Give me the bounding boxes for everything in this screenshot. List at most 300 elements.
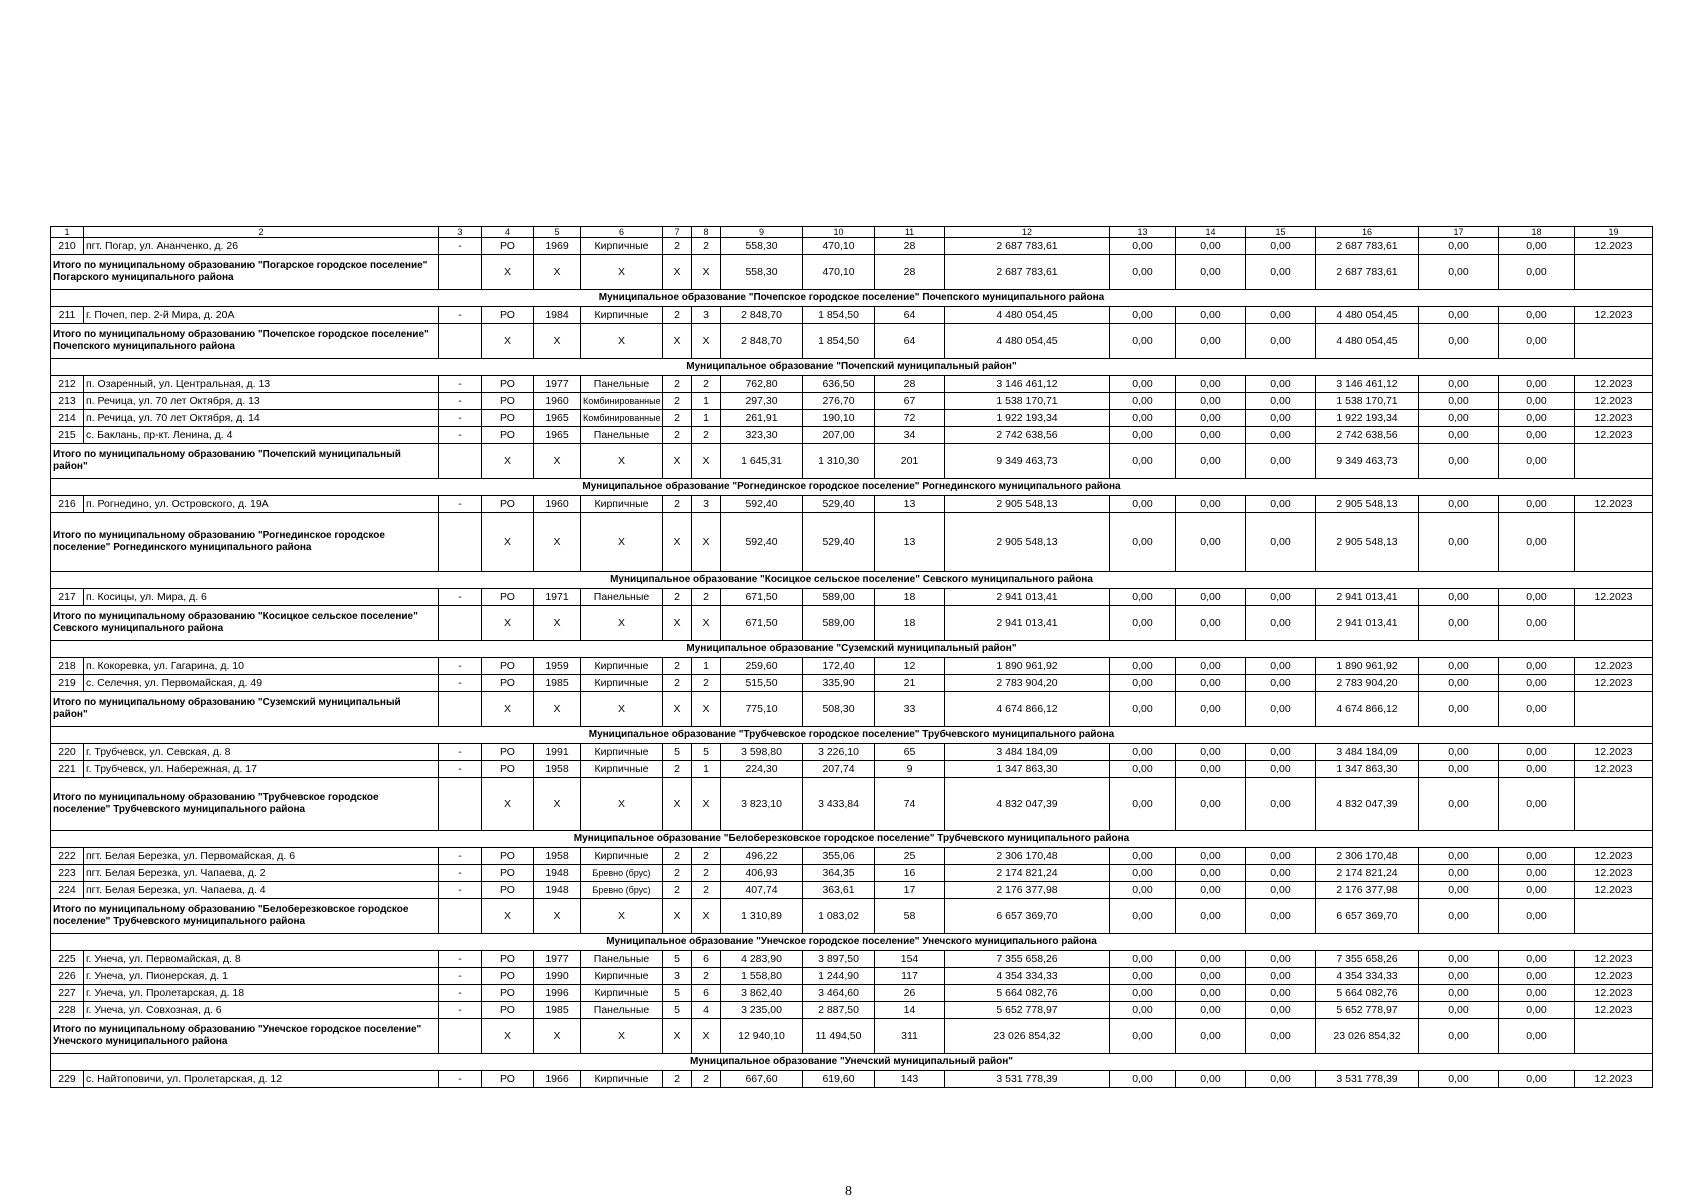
table-cell: 1991 [534, 744, 581, 761]
table-cell: 12.2023 [1575, 744, 1653, 761]
table-cell: - [439, 589, 482, 606]
section-row [51, 641, 1653, 658]
section-title: Муниципальное образование "Косицкое сельское поселение" Севского муниципального района [51, 572, 1653, 589]
total-label: Итого по муниципальному образованию "Белоберезковское городское поселение" Трубчевского муниципального района [51, 899, 439, 934]
table-cell: - [439, 848, 482, 865]
total-cell: 0,00 [1499, 899, 1575, 934]
total-cell: X [663, 778, 692, 831]
table-cell: 1985 [534, 1002, 581, 1019]
table-cell: 5 [663, 744, 692, 761]
table-cell: 0,00 [1176, 376, 1246, 393]
total-cell: 12 940,10 [721, 1019, 803, 1054]
total-cell [439, 513, 482, 572]
table-cell: 2 176 377,98 [945, 882, 1110, 899]
table-cell: 224 [51, 882, 84, 899]
total-cell: 1 310,30 [803, 444, 875, 479]
total-cell: 775,10 [721, 692, 803, 727]
table-cell: - [439, 951, 482, 968]
register-table [50, 226, 1653, 1088]
table-cell: РО [482, 496, 534, 513]
column-number-cell: 7 [663, 227, 692, 238]
table-cell: 214 [51, 410, 84, 427]
table-cell: 0,00 [1246, 1002, 1316, 1019]
total-cell: 2 687 783,61 [1316, 255, 1419, 290]
table-cell: 276,70 [803, 393, 875, 410]
total-cell: 6 657 369,70 [1316, 899, 1419, 934]
section-row [51, 479, 1653, 496]
table-cell: 0,00 [1176, 1071, 1246, 1088]
total-cell: X [692, 324, 721, 359]
table-cell: 0,00 [1499, 968, 1575, 985]
table-cell: 225 [51, 951, 84, 968]
total-cell: 0,00 [1176, 1019, 1246, 1054]
table-cell: 667,60 [721, 1071, 803, 1088]
table-cell: 5 [663, 1002, 692, 1019]
total-cell: 0,00 [1246, 255, 1316, 290]
total-row [51, 324, 1653, 359]
total-cell: 671,50 [721, 606, 803, 641]
table-cell: 0,00 [1176, 589, 1246, 606]
table-cell: 1 [692, 393, 721, 410]
table-row [51, 410, 1653, 427]
table-cell: Кирпичные [581, 496, 663, 513]
table-row [51, 761, 1653, 778]
table-cell: 0,00 [1499, 376, 1575, 393]
table-cell: 154 [875, 951, 945, 968]
address-cell: пгт. Белая Березка, ул. Первомайская, д. 6 [84, 848, 439, 865]
table-cell: Кирпичные [581, 744, 663, 761]
table-cell: 3 862,40 [721, 985, 803, 1002]
table-cell: 0,00 [1176, 307, 1246, 324]
table-cell: 0,00 [1499, 410, 1575, 427]
total-cell: 0,00 [1110, 255, 1176, 290]
address-cell: г. Унеча, ул. Первомайская, д. 8 [84, 951, 439, 968]
table-cell: 0,00 [1246, 744, 1316, 761]
table-cell: 17 [875, 882, 945, 899]
table-cell: 0,00 [1176, 985, 1246, 1002]
column-number-cell: 12 [945, 227, 1110, 238]
table-cell: - [439, 882, 482, 899]
column-number-cell: 18 [1499, 227, 1575, 238]
table-cell: 1958 [534, 761, 581, 778]
table-cell: - [439, 761, 482, 778]
table-cell: 26 [875, 985, 945, 1002]
total-cell [1575, 255, 1653, 290]
table-cell: 210 [51, 238, 84, 255]
table-cell: 213 [51, 393, 84, 410]
table-cell: 2 176 377,98 [1316, 882, 1419, 899]
table-cell: 3 235,00 [721, 1002, 803, 1019]
table-cell: 224,30 [721, 761, 803, 778]
total-cell: 0,00 [1176, 444, 1246, 479]
total-cell: X [663, 606, 692, 641]
total-cell: 0,00 [1110, 1019, 1176, 1054]
table-cell: 0,00 [1110, 675, 1176, 692]
table-cell: 355,06 [803, 848, 875, 865]
table-cell: РО [482, 658, 534, 675]
table-cell: РО [482, 376, 534, 393]
total-cell [1575, 778, 1653, 831]
table-cell: 12.2023 [1575, 951, 1653, 968]
table-cell: 0,00 [1176, 427, 1246, 444]
table-cell: 0,00 [1499, 496, 1575, 513]
total-cell: 470,10 [803, 255, 875, 290]
total-cell: 0,00 [1499, 255, 1575, 290]
table-cell: Панельные [581, 951, 663, 968]
total-cell: 0,00 [1499, 692, 1575, 727]
table-cell: 1 538 170,71 [945, 393, 1110, 410]
total-cell: X [692, 513, 721, 572]
total-cell: 18 [875, 606, 945, 641]
address-cell: п. Речица, ул. 70 лет Октября, д. 14 [84, 410, 439, 427]
table-cell: 558,30 [721, 238, 803, 255]
table-cell: 592,40 [721, 496, 803, 513]
table-cell: 0,00 [1499, 307, 1575, 324]
table-cell: 0,00 [1246, 427, 1316, 444]
total-cell: 23 026 854,32 [1316, 1019, 1419, 1054]
table-cell: 0,00 [1499, 1002, 1575, 1019]
table-cell: 34 [875, 427, 945, 444]
section-title: Муниципальное образование "Почепское городское поселение" Почепского муниципального района [51, 290, 1653, 307]
total-cell: 201 [875, 444, 945, 479]
table-cell: 2 306 170,48 [945, 848, 1110, 865]
table-cell: 16 [875, 865, 945, 882]
total-cell: X [482, 778, 534, 831]
total-cell: X [482, 255, 534, 290]
table-cell: 3 531 778,39 [1316, 1071, 1419, 1088]
total-cell: X [692, 778, 721, 831]
table-cell: 4 [692, 1002, 721, 1019]
table-cell: 1 347 863,30 [1316, 761, 1419, 778]
table-cell: 0,00 [1246, 675, 1316, 692]
table-cell: 5 [663, 951, 692, 968]
table-cell: 1966 [534, 1071, 581, 1088]
total-cell: 529,40 [803, 513, 875, 572]
table-cell: 2 687 783,61 [1316, 238, 1419, 255]
table-cell: Кирпичные [581, 985, 663, 1002]
table-cell: 0,00 [1246, 761, 1316, 778]
total-cell: 0,00 [1110, 899, 1176, 934]
table-cell: 2 [663, 589, 692, 606]
table-cell: 12.2023 [1575, 376, 1653, 393]
table-cell: 72 [875, 410, 945, 427]
table-cell: 7 355 658,26 [945, 951, 1110, 968]
total-cell: 2 848,70 [721, 324, 803, 359]
total-cell [1575, 444, 1653, 479]
address-cell: пгт. Белая Березка, ул. Чапаева, д. 2 [84, 865, 439, 882]
table-cell: 0,00 [1176, 761, 1246, 778]
table-row [51, 238, 1653, 255]
total-cell: X [581, 692, 663, 727]
table-cell: - [439, 1071, 482, 1088]
total-cell: 1 083,02 [803, 899, 875, 934]
table-cell: 0,00 [1499, 238, 1575, 255]
table-cell: 190,10 [803, 410, 875, 427]
table-cell: 4 354 334,33 [945, 968, 1110, 985]
table-cell: 0,00 [1110, 1071, 1176, 1088]
total-cell: X [692, 899, 721, 934]
table-cell: 2 [663, 496, 692, 513]
table-cell: 12.2023 [1575, 410, 1653, 427]
total-cell: 2 941 013,41 [945, 606, 1110, 641]
table-cell: 470,10 [803, 238, 875, 255]
table-cell: 2 887,50 [803, 1002, 875, 1019]
column-number-cell: 19 [1575, 227, 1653, 238]
total-cell: X [581, 513, 663, 572]
table-cell: 0,00 [1419, 427, 1499, 444]
table-cell: 1977 [534, 951, 581, 968]
total-cell: 0,00 [1246, 899, 1316, 934]
total-cell: 311 [875, 1019, 945, 1054]
section-row [51, 572, 1653, 589]
table-cell: 143 [875, 1071, 945, 1088]
total-cell: X [534, 778, 581, 831]
total-cell: 2 687 783,61 [945, 255, 1110, 290]
table-cell: 0,00 [1499, 865, 1575, 882]
total-cell: X [534, 513, 581, 572]
table-cell: 12.2023 [1575, 307, 1653, 324]
table-cell: 1965 [534, 410, 581, 427]
total-cell: X [692, 1019, 721, 1054]
table-cell: 0,00 [1246, 307, 1316, 324]
column-number-cell: 16 [1316, 227, 1419, 238]
table-cell: 117 [875, 968, 945, 985]
table-cell: 222 [51, 848, 84, 865]
table-cell: 3 [692, 496, 721, 513]
total-cell: X [663, 692, 692, 727]
table-cell: 2 905 548,13 [1316, 496, 1419, 513]
table-cell: 2 [663, 376, 692, 393]
table-cell: РО [482, 848, 534, 865]
table-row [51, 951, 1653, 968]
table-cell: 0,00 [1419, 951, 1499, 968]
table-cell: 2 [692, 1071, 721, 1088]
table-cell: РО [482, 427, 534, 444]
table-cell: 0,00 [1110, 307, 1176, 324]
table-cell: 0,00 [1419, 865, 1499, 882]
table-cell: 2 [692, 675, 721, 692]
table-cell: 12.2023 [1575, 238, 1653, 255]
table-cell: РО [482, 882, 534, 899]
table-cell: 217 [51, 589, 84, 606]
total-cell: 0,00 [1419, 444, 1499, 479]
total-cell: X [663, 324, 692, 359]
table-cell: 0,00 [1246, 376, 1316, 393]
table-cell: 323,30 [721, 427, 803, 444]
table-cell: 619,60 [803, 1071, 875, 1088]
total-row [51, 444, 1653, 479]
total-label: Итого по муниципальному образованию "Погарское городское поселение" Погарского муниципального района [51, 255, 439, 290]
total-cell: X [482, 692, 534, 727]
total-cell: X [534, 1019, 581, 1054]
table-cell: 1971 [534, 589, 581, 606]
table-cell: 2 [663, 427, 692, 444]
table-row [51, 848, 1653, 865]
table-cell: 2 [663, 675, 692, 692]
table-cell: 12.2023 [1575, 589, 1653, 606]
section-row [51, 290, 1653, 307]
total-cell: 0,00 [1499, 778, 1575, 831]
table-cell: РО [482, 761, 534, 778]
table-cell: 1969 [534, 238, 581, 255]
table-cell: 5 664 082,76 [1316, 985, 1419, 1002]
table-cell: 1948 [534, 882, 581, 899]
table-cell: 13 [875, 496, 945, 513]
table-cell: 1 854,50 [803, 307, 875, 324]
total-cell: X [581, 324, 663, 359]
table-cell: 215 [51, 427, 84, 444]
total-cell: X [482, 513, 534, 572]
table-cell: 762,80 [721, 376, 803, 393]
section-title: Муниципальное образование "Белоберезковское городское поселение" Трубчевского муниципального района [51, 831, 1653, 848]
address-cell: пгт. Белая Березка, ул. Чапаева, д. 4 [84, 882, 439, 899]
table-cell: 0,00 [1246, 393, 1316, 410]
total-row [51, 692, 1653, 727]
total-cell: 2 941 013,41 [1316, 606, 1419, 641]
table-cell: 21 [875, 675, 945, 692]
total-label: Итого по муниципальному образованию "Унечское городское поселение" Унечского муниципального района [51, 1019, 439, 1054]
table-row [51, 393, 1653, 410]
total-cell: 0,00 [1246, 513, 1316, 572]
table-cell: РО [482, 238, 534, 255]
table-cell: 12 [875, 658, 945, 675]
table-cell: - [439, 968, 482, 985]
total-label: Итого по муниципальному образованию "Почепский муниципальный район" [51, 444, 439, 479]
table-cell: Кирпичные [581, 848, 663, 865]
total-cell: 0,00 [1176, 606, 1246, 641]
total-cell: 0,00 [1246, 692, 1316, 727]
total-cell: 0,00 [1419, 513, 1499, 572]
table-row [51, 589, 1653, 606]
table-cell: 216 [51, 496, 84, 513]
table-cell: 2 [692, 589, 721, 606]
total-cell [1575, 513, 1653, 572]
table-cell: - [439, 658, 482, 675]
address-cell: п. Речица, ул. 70 лет Октября, д. 13 [84, 393, 439, 410]
total-cell: X [663, 513, 692, 572]
column-number-cell: 9 [721, 227, 803, 238]
table-cell: 3 [692, 307, 721, 324]
table-cell: Панельные [581, 427, 663, 444]
table-cell: 1996 [534, 985, 581, 1002]
total-cell [1575, 606, 1653, 641]
table-cell: 0,00 [1110, 761, 1176, 778]
table-cell: 0,00 [1176, 393, 1246, 410]
table-cell: 363,61 [803, 882, 875, 899]
table-cell: 1977 [534, 376, 581, 393]
page-number: 8 [845, 1184, 852, 1199]
total-cell [439, 778, 482, 831]
table-cell: 0,00 [1110, 393, 1176, 410]
table-cell: 0,00 [1499, 675, 1575, 692]
table-cell: 5 664 082,76 [945, 985, 1110, 1002]
table-cell: Панельные [581, 376, 663, 393]
total-cell: 0,00 [1176, 255, 1246, 290]
table-cell: 0,00 [1246, 968, 1316, 985]
total-cell: X [581, 444, 663, 479]
table-cell: 0,00 [1246, 1071, 1316, 1088]
total-cell: 0,00 [1419, 1019, 1499, 1054]
table-cell: 515,50 [721, 675, 803, 692]
address-cell: пгт. Погар, ул. Ананченко, д. 26 [84, 238, 439, 255]
table-cell: 218 [51, 658, 84, 675]
table-cell: 0,00 [1419, 589, 1499, 606]
table-cell: 1 538 170,71 [1316, 393, 1419, 410]
table-row [51, 968, 1653, 985]
table-cell: - [439, 1002, 482, 1019]
total-cell: 0,00 [1110, 606, 1176, 641]
total-cell: 0,00 [1110, 513, 1176, 572]
table-cell: 0,00 [1176, 848, 1246, 865]
table-cell: 12.2023 [1575, 865, 1653, 882]
total-cell: X [663, 1019, 692, 1054]
total-cell: 0,00 [1246, 1019, 1316, 1054]
table-cell: 4 480 054,45 [945, 307, 1110, 324]
total-cell: X [534, 324, 581, 359]
table-cell: 1959 [534, 658, 581, 675]
table-cell: - [439, 744, 482, 761]
table-cell: - [439, 865, 482, 882]
table-cell: - [439, 238, 482, 255]
table-cell: 0,00 [1419, 744, 1499, 761]
table-cell: 529,40 [803, 496, 875, 513]
table-cell: 2 [663, 238, 692, 255]
table-cell: 0,00 [1499, 848, 1575, 865]
table-cell: 1 [692, 761, 721, 778]
total-cell: 0,00 [1176, 513, 1246, 572]
table-cell: 0,00 [1176, 496, 1246, 513]
table-cell: 3 484 184,09 [945, 744, 1110, 761]
table-cell: - [439, 427, 482, 444]
table-cell: 228 [51, 1002, 84, 1019]
table-cell: РО [482, 865, 534, 882]
address-cell: с. Баклань, пр-кт. Ленина, д. 4 [84, 427, 439, 444]
table-cell: РО [482, 410, 534, 427]
table-cell: 0,00 [1246, 882, 1316, 899]
column-number-cell: 4 [482, 227, 534, 238]
table-cell: - [439, 496, 482, 513]
total-cell: 74 [875, 778, 945, 831]
total-cell: 0,00 [1419, 255, 1499, 290]
table-cell: 227 [51, 985, 84, 1002]
table-cell: РО [482, 985, 534, 1002]
table-cell: 4 354 334,33 [1316, 968, 1419, 985]
total-cell: X [482, 899, 534, 934]
table-cell: 1948 [534, 865, 581, 882]
table-cell: 0,00 [1499, 1071, 1575, 1088]
table-cell: РО [482, 675, 534, 692]
table-cell: 0,00 [1246, 589, 1316, 606]
table-cell: 2 687 783,61 [945, 238, 1110, 255]
total-cell: 0,00 [1499, 324, 1575, 359]
total-cell: 4 480 054,45 [945, 324, 1110, 359]
total-cell: 11 494,50 [803, 1019, 875, 1054]
total-cell: 0,00 [1419, 606, 1499, 641]
total-cell: 1 645,31 [721, 444, 803, 479]
table-cell: 2 [692, 427, 721, 444]
total-cell: 0,00 [1176, 778, 1246, 831]
table-cell: 3 [663, 968, 692, 985]
table-cell: 9 [875, 761, 945, 778]
table-cell: 2 [692, 882, 721, 899]
total-cell: 9 349 463,73 [945, 444, 1110, 479]
total-cell: X [581, 899, 663, 934]
table-row [51, 307, 1653, 324]
column-number-cell: 14 [1176, 227, 1246, 238]
total-cell: 0,00 [1176, 692, 1246, 727]
total-cell [1575, 692, 1653, 727]
table-cell: 0,00 [1110, 744, 1176, 761]
